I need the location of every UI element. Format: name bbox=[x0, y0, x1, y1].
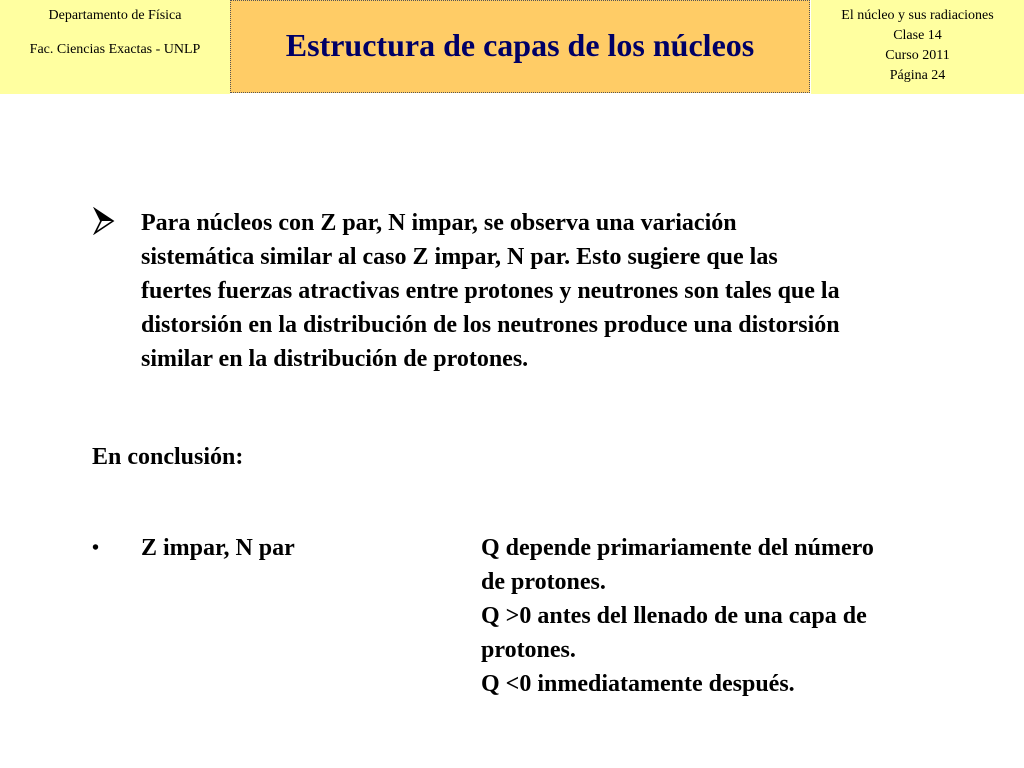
conclusion-heading: En conclusión: bbox=[92, 444, 244, 470]
department-label: Departamento de Física bbox=[48, 8, 182, 23]
conclusion-item-label: Z impar, N par bbox=[141, 535, 295, 561]
conclusion-item-description: Q depende primariamente del número de protones. Q >0 antes del llenado de una capa de protones. Q <0 inmediatamente después. bbox=[481, 535, 874, 697]
course-name-label: El núcleo y sus radiaciones bbox=[841, 8, 994, 23]
year-label: Curso 2011 bbox=[885, 48, 950, 63]
page-number-label: Página 24 bbox=[889, 68, 946, 83]
lesson-label: Clase 14 bbox=[893, 28, 942, 43]
main-paragraph: Para núcleos con Z par, N impar, se observa una variación sistemática similar al caso Z impar, N par. Esto sugiere que las fuertes fuerzas atractivas entre protones y neutrones son tales que la distorsión en la distribución de los neutrones produce una distorsión similar en la distribución de protones. bbox=[141, 210, 840, 372]
slide-title: Estructura de capas de los núcleos bbox=[285, 27, 755, 63]
faculty-label: Fac. Ciencias Exactas - UNLP bbox=[29, 42, 201, 57]
arrow-bullet-icon bbox=[92, 207, 116, 235]
dot-bullet-icon: • bbox=[92, 537, 100, 559]
